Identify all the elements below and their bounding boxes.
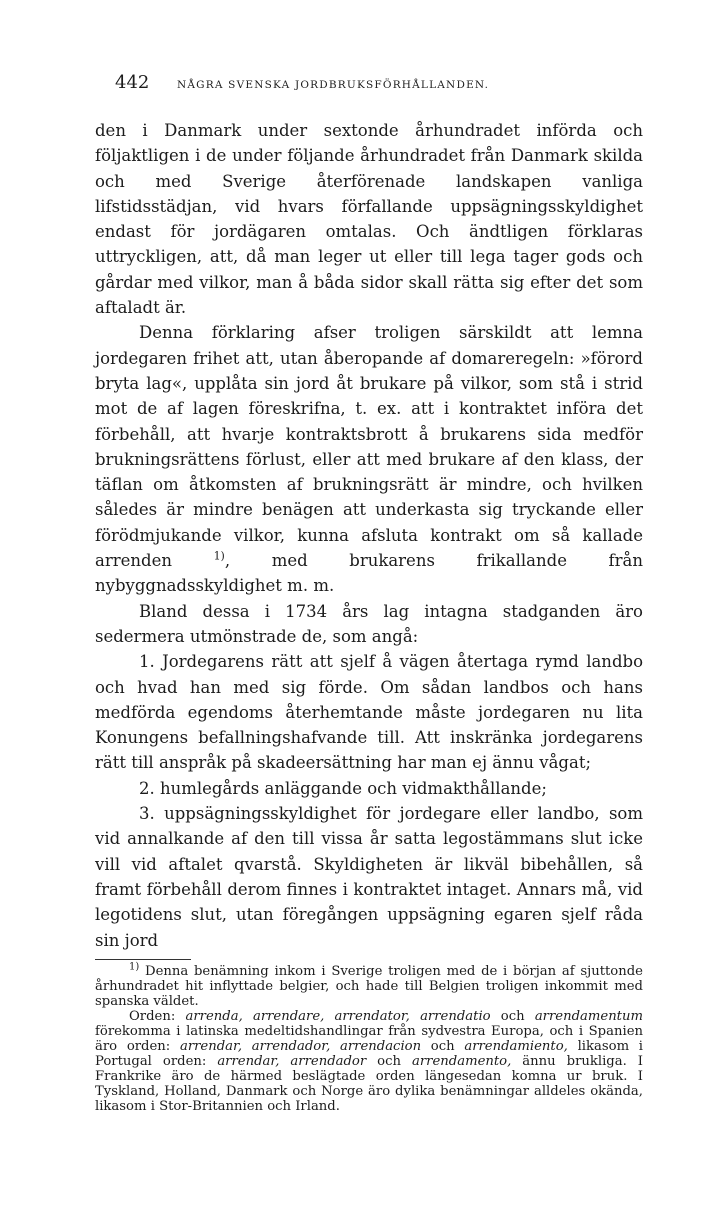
book-page: [95, 72, 643, 1114]
body-text: [95, 118, 643, 953]
paragraph-forklaring-text: Denna förklaring afser troligen särskildt att lemna jordegaren frihet att, utan åberopande af domareregeln: »förord bryta lag«, upplåta sin jord åt brukare på vilkor, som stå i strid mot de af lagen föreskrifna, t. ex. att i kontraktet införa det förbehåll, att hvarje kontraktsbrott å brukarens sida medför brukningsrättens förlust, eller att med brukare af den klass, der täflan om åtkomsten af brukningsrätt är mindre, och hvilken således är mindre benägen att underkasta sig tryckande eller förödmjukande vilkor, kunna afsluta kontrakt om så kallade arrenden: [95, 323, 643, 571]
footnote-text-segment: förekomma i latinska medeltidshandlingar från sydvestra Europa, och i Spanien äro orden:: [95, 1023, 643, 1054]
footnote-text-segment: Orden:: [129, 1008, 186, 1024]
footnote-text-segment: och: [490, 1008, 535, 1024]
paragraph-continuation: den i Danmark under sextonde århundradet införda och följaktligen i de under följande århundradet från Danmark skilda och med Sverige återförenade landskapen vanliga lifstidsstädjan, vid hvars förfallande uppsägningsskyldighet endast för jordägaren omtalas. Och ändtligen förklaras uttryckligen, att, då man leger ut eller till lega tager gods och gårdar med vilkor, man å båda sidor skall rätta sig efter det som aftaladt är.: [95, 121, 643, 318]
footnote-1: [95, 961, 643, 1009]
footnote-text-segment: likasom i Portugal orden:: [95, 1038, 643, 1069]
footnote-1-text: Denna benämning inkom i Sverige troligen med de i början af sjuttonde århundradet hit inflyttade belgier, och hade till Belgien troligen inkommit med spanska väldet.: [95, 963, 643, 1009]
footnote-italic-term: arrendamiento,: [464, 1038, 568, 1054]
page-number: 442: [115, 72, 150, 93]
footnote-italic-term: arrenda, arrendare, arrendator, arrendatio: [185, 1008, 491, 1024]
footnote-1-continued: [95, 1009, 643, 1114]
paragraph-bland-dessa: Bland dessa i 1734 års lag intagna stadganden äro sedermera utmönstrade de, som angå:: [95, 601, 643, 646]
paragraph-forklaring-end: , med brukarens frikallande från nybyggnadsskyldighet m. m.: [95, 551, 643, 596]
paragraph-forklaring: [95, 320, 643, 598]
page-header: [95, 72, 643, 102]
footnote-italic-term: arrendar, arrendador, arrendacion: [179, 1038, 422, 1054]
footnote-text-segment: och: [366, 1053, 412, 1069]
footnote-text-segment: och: [421, 1038, 465, 1054]
footnote-italic-term: arrendar, arrendador: [217, 1053, 367, 1069]
footnotes: [95, 961, 643, 1114]
footnote-text-segment: ännu brukliga. I Frankrike äro de härmed beslägtade orden längesedan komna ur bruk. I Tyskland, Holland, Danmark och Norge äro dylika benämningar alldeles okända, likasom i Stor-Britannien och Irland.: [95, 1053, 643, 1114]
footnote-marker: 1): [129, 961, 140, 973]
footnote-italic-term: arrendamento,: [412, 1053, 512, 1069]
footnote-reference: 1): [213, 549, 225, 563]
running-title: NÅGRA SVENSKA JORDBRUKSFÖRHÅLLANDEN.: [177, 79, 490, 91]
list-item-2: 2. humlegårds anläggande och vidmakthållande;: [139, 778, 547, 798]
list-item-1: 1. Jordegarens rätt att sjelf å vägen återtaga rymd landbo och hvad han med sig förde. Om sådan landbos och hans medförda egendoms återhemtande måste jordegaren nu lita Konungens befallningshafvande till. Att inskränka jordegarens rätt till anspråk på skadeersättning har man ej ännu vågat;: [95, 652, 643, 773]
footnote-divider: [95, 959, 191, 960]
list-item-3: 3. uppsägningsskyldighet för jordegare eller landbo, som vid annalkande af den till vissa år satta legostämmans slut icke vill vid aftalet qvarstå. Skyldigheten är likväl bibehållen, så framt förbehåll derom finnes i kontraktet intaget. Annars må, vid legotidens slut, utan föregången uppsägning egaren sjelf råda sin jord: [95, 804, 643, 950]
footnote-italic-term: arrendamentum: [534, 1008, 643, 1024]
